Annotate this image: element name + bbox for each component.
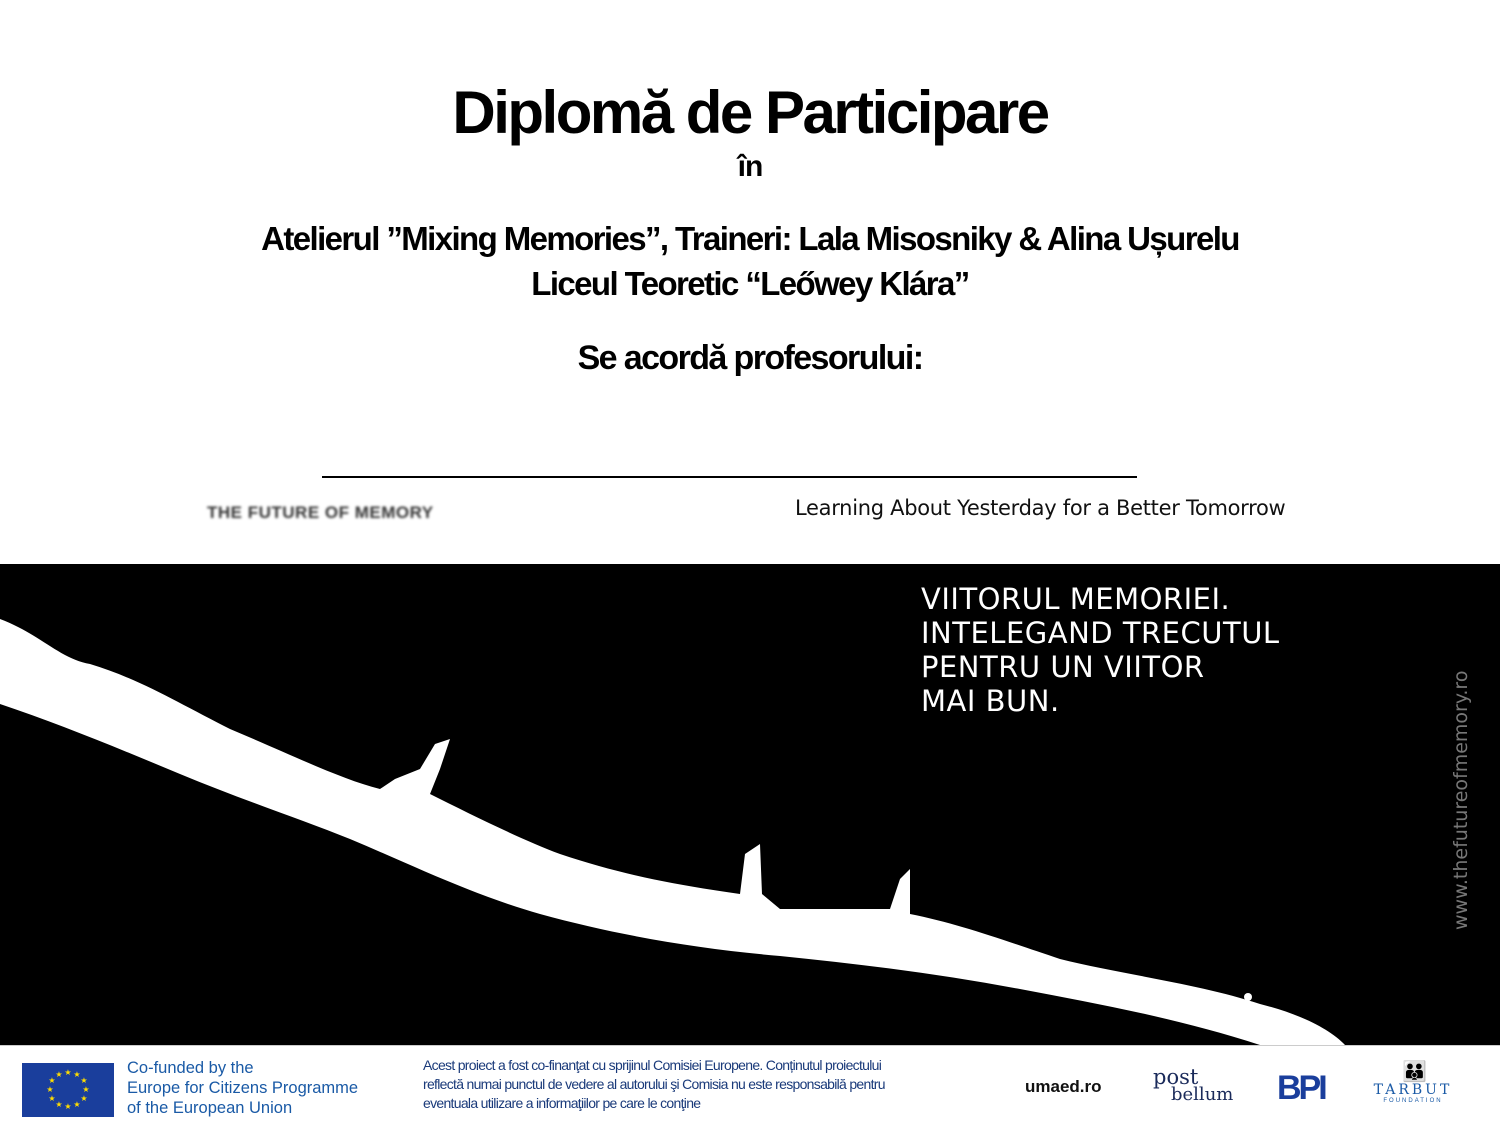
tagline: Learning About Yesterday for a Better Tomorrow bbox=[795, 496, 1286, 520]
name-signature-line bbox=[322, 476, 1137, 478]
tarbut-sub: FOUNDATION bbox=[1383, 1098, 1443, 1104]
svg-text:★: ★ bbox=[73, 1100, 81, 1109]
banner-line: MAI BUN. bbox=[921, 684, 1060, 718]
umaed-logo: umaed.ro bbox=[1025, 1077, 1102, 1096]
diploma-title: Diplomă de Participare bbox=[452, 79, 1048, 146]
awarded-to-label: Se acordă profesorului: bbox=[577, 339, 923, 377]
svg-text:★: ★ bbox=[64, 1068, 72, 1077]
future-of-memory-logo: THE FUTURE OF MEMORY bbox=[207, 503, 434, 522]
svg-text:★: ★ bbox=[80, 1076, 88, 1085]
banner-line: PENTRU UN VIITOR bbox=[921, 650, 1205, 684]
eu-line: of the European Union bbox=[127, 1099, 293, 1117]
disclaimer-line: reflectă numai punctul de vedere al autorului şi Comisia nu este responsabilă pentru bbox=[423, 1076, 885, 1092]
svg-text:★: ★ bbox=[48, 1094, 56, 1103]
svg-text:★: ★ bbox=[73, 1070, 81, 1079]
svg-text:★: ★ bbox=[55, 1100, 63, 1109]
eu-line: Europe for Citizens Programme bbox=[127, 1079, 359, 1097]
svg-text:★: ★ bbox=[64, 1102, 72, 1111]
website-link[interactable]: www.thefutureofmemory.ro bbox=[1450, 670, 1472, 930]
banner-line: INTELEGAND TRECUTUL bbox=[921, 616, 1280, 650]
eu-line: Co-funded by the bbox=[127, 1059, 254, 1077]
postbellum-logo bbox=[1153, 1065, 1234, 1105]
people-icon: 👪 bbox=[1402, 1061, 1424, 1083]
in-word: în bbox=[737, 150, 763, 183]
tarbut-name: TARBUT bbox=[1373, 1082, 1453, 1098]
disclaimer-line: Acest proiect a fost co-finanţat cu sprijinul Comisiei Europene. Conținutul proiectului bbox=[423, 1057, 882, 1073]
footer bbox=[0, 1045, 1500, 1126]
eu-stars-icon bbox=[22, 1063, 114, 1117]
svg-text:★: ★ bbox=[55, 1070, 63, 1079]
school-line: Liceul Teoretic “Leőwey Klára” bbox=[531, 265, 969, 302]
svg-text:★: ★ bbox=[82, 1085, 90, 1094]
svg-text:★: ★ bbox=[80, 1094, 88, 1103]
disclaimer bbox=[423, 1056, 968, 1113]
svg-text:★: ★ bbox=[46, 1085, 54, 1094]
svg-text:★: ★ bbox=[48, 1076, 56, 1085]
banner-slogan bbox=[921, 582, 1280, 718]
eu-cofunded-text bbox=[127, 1058, 358, 1118]
bpi-logo: BPI bbox=[1277, 1069, 1325, 1107]
barbed-wire-banner bbox=[0, 564, 1500, 1045]
workshop-line: Atelierul ”Mixing Memories”, Traineri: Lala Misosniky & Alina Ușurelu bbox=[261, 220, 1239, 257]
postbellum-bottom: bellum bbox=[1171, 1084, 1234, 1105]
disclaimer-line: eventuala utilizare a informaţiilor pe care le conţine bbox=[423, 1095, 701, 1111]
banner-line: VIITORUL MEMORIEI. bbox=[921, 582, 1231, 616]
tarbut-logo bbox=[1372, 1062, 1454, 1104]
postbellum-top: post bbox=[1153, 1065, 1199, 1089]
eu-flag-icon bbox=[22, 1063, 114, 1117]
